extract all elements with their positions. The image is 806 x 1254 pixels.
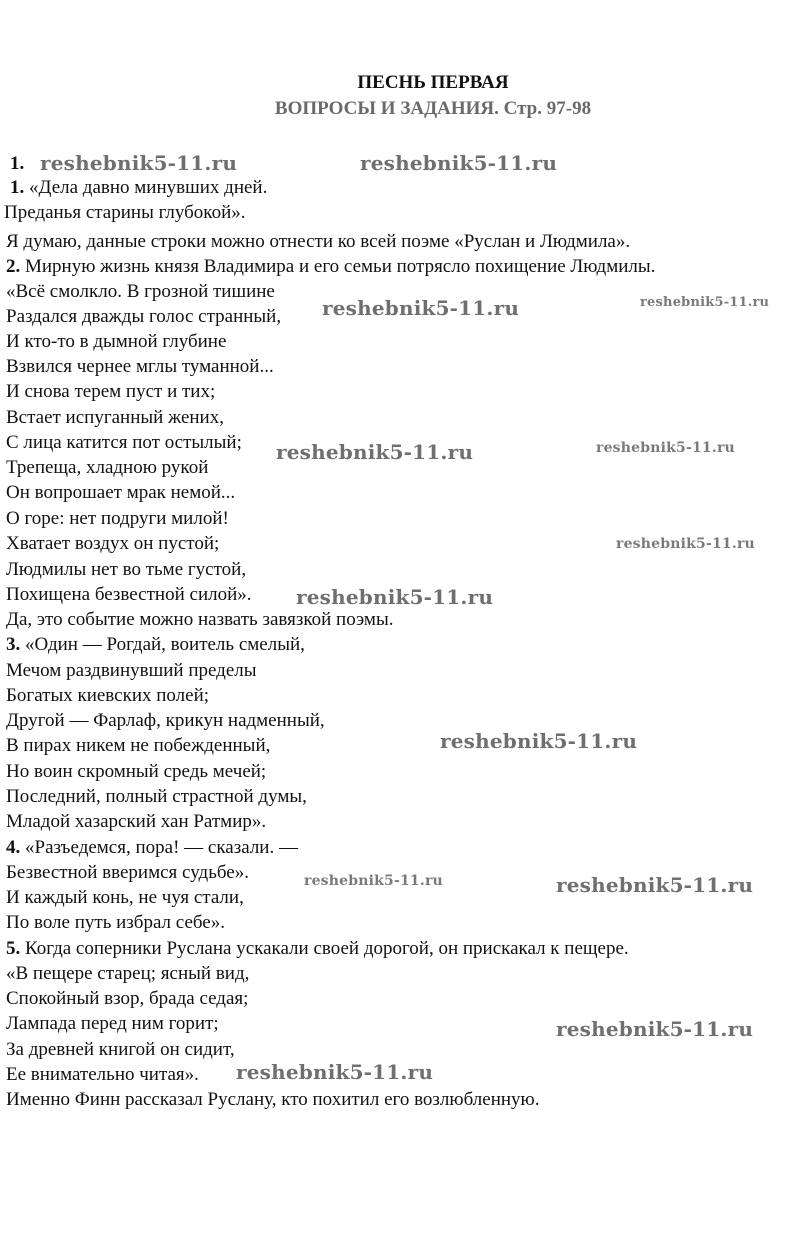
watermark: reshebnik5-11.ru [440, 729, 638, 753]
text-line [6, 734, 270, 758]
line-text: Когда соперники Руслана ускакали своей дорогой, он прискакал к пещере. [20, 938, 629, 959]
line-text: Он вопрошает мрак немой... [6, 482, 236, 503]
line-text: Богатых киевских полей; [6, 685, 210, 706]
text-line [6, 507, 229, 531]
text-line [6, 330, 226, 354]
text-line [6, 608, 393, 632]
line-text: За древней книгой он сидит, [6, 1039, 235, 1060]
text-line [6, 1038, 235, 1062]
line-text: По воле путь избрал себе». [6, 912, 225, 933]
line-text: Но воин скромный средь мечей; [6, 761, 267, 782]
text-line [4, 201, 246, 225]
text-line [6, 355, 274, 379]
text-line [6, 836, 298, 860]
text-line [6, 230, 630, 254]
watermark: reshebnik5-11.ru [616, 536, 755, 552]
line-text: И снова терем пуст и тих; [6, 381, 216, 402]
text-line [6, 1088, 539, 1112]
text-line [6, 532, 219, 556]
line-text: Мирную жизнь князя Владимира и его семьи потрясло похищение Людмилы. [20, 256, 656, 277]
watermark: reshebnik5-11.ru [596, 440, 735, 456]
text-line [6, 558, 246, 582]
line-text: Безвестной вверимся судьбе». [6, 862, 249, 883]
text-line [6, 481, 235, 505]
line-text: И каждый конь, не чуя стали, [6, 887, 244, 908]
text-line [6, 911, 225, 935]
line-text: С лица катится пот остылый; [6, 432, 242, 453]
text-line [6, 1063, 199, 1087]
line-text: Другой — Фарлаф, крикун надменный, [6, 710, 325, 731]
line-text: Взвился чернее мглы туманной... [6, 356, 274, 377]
item-number: 2. [6, 256, 21, 277]
line-text: Похищена безвестной силой». [6, 584, 252, 605]
watermark: reshebnik5-11.ru [640, 295, 770, 310]
page-title: ПЕСНЬ ПЕРВАЯ [357, 72, 509, 93]
text-line [6, 406, 224, 430]
line-text: Последний, полный страстной думы, [6, 786, 307, 807]
text-line [6, 810, 266, 834]
text-line [6, 255, 655, 279]
text-line [6, 709, 325, 733]
line-text: «В пещере старец; ясный вид, [6, 963, 250, 984]
watermark: reshebnik5-11.ru [276, 440, 474, 464]
text-line [6, 431, 242, 455]
text-line [10, 176, 267, 200]
text-line [6, 987, 248, 1011]
line-text: Я думаю, данные строки можно отнести ко всей поэме «Руслан и Людмила». [6, 231, 631, 252]
text-line [6, 305, 281, 329]
text-line [6, 962, 249, 986]
text-line [6, 785, 307, 809]
page-subtitle: ВОПРОСЫ И ЗАДАНИЯ. Стр. 97-98 [274, 98, 592, 119]
watermark: reshebnik5-11.ru [296, 585, 494, 609]
line-text: «Разъедемся, пора! — сказали. — [20, 837, 298, 858]
line-text: В пирах никем не побежденный, [6, 735, 271, 756]
watermark: reshebnik5-11.ru [322, 296, 520, 320]
watermark: reshebnik5-11.ru [360, 151, 558, 175]
line-text: Трепеща, хладною рукой [6, 457, 209, 478]
line-text: «Всё смолкло. В грозной тишине [6, 281, 275, 302]
text-line [6, 380, 215, 404]
line-text: Именно Финн рассказал Руслану, кто похитил его возлюбленную. [6, 1089, 540, 1110]
watermark: reshebnik5-11.ru [40, 151, 238, 175]
line-text: Младой хазарский хан Ратмир». [6, 811, 267, 832]
watermark: reshebnik5-11.ru [236, 1060, 434, 1084]
text-line [6, 1012, 219, 1036]
text-line [6, 633, 305, 657]
text-line [6, 861, 249, 885]
line-text: «Дела давно минувших дней. [24, 177, 268, 198]
text-line [6, 456, 208, 480]
item-number: 4. [6, 837, 21, 858]
line-text: И кто-то в дымной глубине [6, 331, 227, 352]
item-number: 5. [6, 938, 21, 959]
item-number: 3. [6, 634, 21, 655]
line-text: Мечом раздвинувший пределы [6, 660, 257, 681]
item-number: 1. [10, 177, 25, 198]
line-text: Людмилы нет во тьме густой, [6, 559, 247, 580]
line-text: Да, это событие можно назвать завязкой поэмы. [6, 609, 394, 630]
text-line [6, 886, 244, 910]
watermark: reshebnik5-11.ru [556, 1017, 754, 1041]
text-line [10, 152, 24, 176]
line-text: Ее внимательно читая». [6, 1064, 199, 1085]
watermark: reshebnik5-11.ru [556, 873, 754, 897]
line-text: О горе: нет подруги милой! [6, 508, 229, 529]
line-text: Спокойный взор, брада седая; [6, 988, 249, 1009]
line-text: Преданья старины глубокой». [4, 202, 246, 223]
line-text: Встает испуганный жених, [6, 407, 224, 428]
line-text: Раздался дважды голос странный, [6, 306, 282, 327]
line-text: Хватает воздух он пустой; [6, 533, 220, 554]
watermark: reshebnik5-11.ru [304, 873, 443, 889]
text-line [6, 280, 275, 304]
item-number: 1. [10, 153, 25, 174]
line-text: Лампада перед ним горит; [6, 1013, 219, 1034]
text-line [6, 583, 252, 607]
text-line [6, 659, 257, 683]
text-line [6, 937, 629, 961]
text-line [6, 684, 209, 708]
text-line [6, 760, 266, 784]
line-text: «Один — Рогдай, воитель смелый, [20, 634, 305, 655]
